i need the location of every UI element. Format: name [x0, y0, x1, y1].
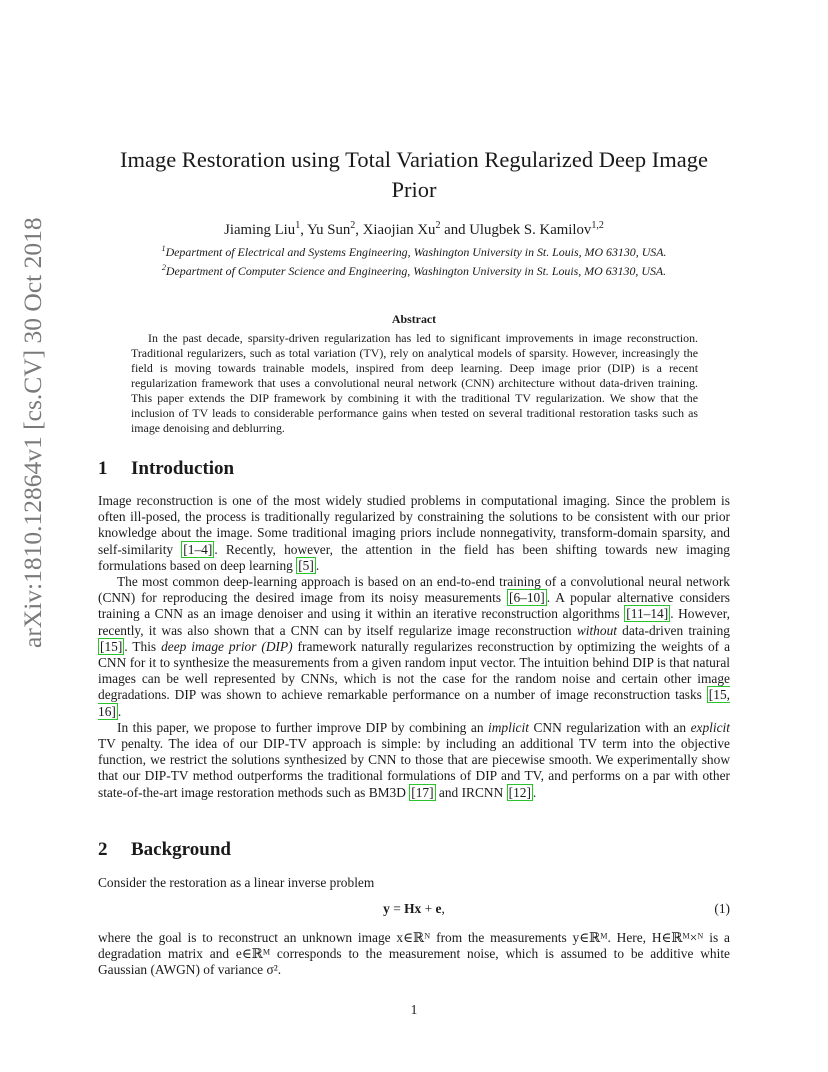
- emphasis-text: explicit: [690, 719, 730, 735]
- body-text: data-driven training: [617, 622, 730, 638]
- abstract-text: In the past decade, sparsity-driven regularization has led to significant improvements in image reconstruction. Traditional regularizers, such as total variation (TV), rely on analytical models of sparsity. However, increasingly the field is moving towards trainable models, inspired from deep learning. Deep image prior (DIP) is a recent regularization framework that uses a convolutional neural network (CNN) architecture without data-driven training. This paper extends the DIP framework by combining it with the traditional TV regularization. We show that the inclusion of TV leads to considerable performance gains when tested on several traditional restoration tasks such as image denoising and deblurring.: [131, 331, 698, 435]
- body-text: In this paper, we propose to further improve DIP by combining an: [117, 719, 489, 735]
- affiliation-mark: 2: [161, 263, 166, 273]
- body-text: Image reconstruction is one of the most widely studied problems in computational imaging. Since the problem is often ill-posed, the process is traditionally regularized by constraining the solutions to be consistent with our prior knowledge about the image. Some traditional imaging priors include nonnegativity, transform-domain sparsity, and self-similarity: [98, 493, 730, 557]
- arxiv-identifier-stamp: arXiv:1810.12864v1 [cs.CV] 30 Oct 2018: [18, 217, 47, 648]
- section-number: 1: [98, 458, 108, 479]
- section-title: Background: [131, 839, 231, 860]
- affiliation-text: Department of Electrical and Systems Engineering, Washington University in St. Louis, MO 63130, USA.: [165, 245, 667, 259]
- intro-paragraph-2: [98, 574, 730, 720]
- body-text: framework naturally regularizes reconstruction by optimizing the weights of a CNN for it to synthesize the measurements from a given random input vector. The intuition behind DIP is that natural images can be well represented by CNNs, which is not the case for the random noise and certain other image degradations. DIP was shown to achieve remarkable performance on a number of image reconstruction tasks: [98, 638, 731, 703]
- equation-body: y = Hx + e,: [383, 901, 445, 916]
- author-separator: and: [440, 222, 470, 238]
- author-name: Ulugbek S. Kamilov: [469, 222, 592, 238]
- background-lead: Consider the restoration as a linear inverse problem: [98, 875, 375, 890]
- citation-link[interactable]: [17]: [411, 784, 434, 800]
- author-separator: ,: [355, 222, 363, 238]
- introduction-body: [98, 493, 730, 801]
- author-name: Jiaming Liu: [224, 222, 296, 238]
- section-heading-background: [98, 839, 231, 861]
- body-text: .: [117, 703, 122, 719]
- paper-title: Image Restoration using Total Variation Regularized Deep Image Prior: [119, 147, 709, 202]
- citation-link[interactable]: [15]: [100, 638, 123, 654]
- author-name: Xiaojian Xu: [362, 222, 436, 238]
- intro-paragraph-3: [98, 720, 730, 801]
- page-number: 1: [410, 1002, 418, 1017]
- citation-link[interactable]: [5]: [298, 557, 314, 573]
- body-text: .: [315, 557, 320, 573]
- citation-link[interactable]: [6–10]: [508, 590, 545, 606]
- intro-paragraph-1: [98, 493, 730, 574]
- section-heading-introduction: [98, 458, 234, 480]
- equation-1: [98, 901, 730, 919]
- author-affiliation-mark: 1,2: [591, 220, 604, 232]
- abstract-heading: Abstract: [391, 312, 437, 326]
- author-name: Yu Sun: [307, 222, 351, 238]
- body-text: CNN regularization with an: [528, 719, 691, 735]
- body-text: TV penalty. The idea of our DIP-TV approach is simple: by including an additional TV term into the objective function, we restrict the solutions synthesized by CNN to those that are piecewise smooth. We experimentally show that our DIP-TV method outperforms the traditional formulations of DIP and TV, and performs on a par with other state-of-the-art image restoration methods such as BM3D: [98, 736, 730, 800]
- citation-link[interactable]: [15, 16]: [98, 687, 730, 719]
- citation-link[interactable]: [1–4]: [183, 541, 213, 557]
- body-text: .: [532, 784, 537, 800]
- emphasis-text: implicit: [488, 719, 529, 735]
- affiliation-1: [98, 244, 730, 260]
- equation-number: (1): [714, 901, 730, 916]
- author-affiliation-mark: 2: [435, 220, 441, 232]
- citation-link[interactable]: [12]: [508, 784, 531, 800]
- affiliation-text: Department of Computer Science and Engineering, Washington University in St. Louis, MO 63130, USA.: [165, 264, 667, 278]
- eq-term-e: e: [435, 901, 442, 916]
- emphasis-text: without: [576, 622, 617, 638]
- emphasis-text: deep image prior (DIP): [161, 638, 293, 654]
- author-affiliation-mark: 1: [295, 220, 301, 232]
- affiliation-mark: 1: [161, 244, 166, 254]
- body-text: . However, recently, it was also shown that a CNN can by itself regularize image reconstruction: [98, 606, 730, 638]
- section-number: 2: [98, 839, 108, 860]
- body-text: . A popular alternative considers training a CNN as an image denoiser and using it within an iterative reconstruction algorithms: [98, 590, 730, 622]
- background-paragraph: where the goal is to reconstruct an unknown image x∈ℝᴺ from the measurements y∈ℝᴹ. Here, H∈ℝᴹ×ᴺ is a degradation matrix and e∈ℝᴹ corresponds to the measurement noise, which is assumed to be additive white Gaussian (AWGN) of variance σ².: [98, 930, 730, 978]
- author-separator: ,: [300, 222, 308, 238]
- section-title: Introduction: [131, 458, 235, 479]
- author-list: [98, 221, 730, 239]
- affiliation-2: [98, 263, 730, 279]
- body-text: The most common deep-learning approach is based on an end-to-end training of a convolutional neural network (CNN) for reproducing the desired image from its noisy measurements: [98, 574, 730, 606]
- eq-term-hx: Hx: [404, 901, 422, 916]
- body-text: . Recently, however, the attention in the field has been shifting towards new imaging formulations based on deep learning: [98, 541, 731, 573]
- body-text: . This: [124, 638, 162, 654]
- eq-term-y: y: [383, 901, 390, 916]
- citation-link[interactable]: [11–14]: [626, 606, 669, 622]
- author-affiliation-mark: 2: [350, 220, 356, 232]
- body-text: and IRCNN: [435, 784, 507, 800]
